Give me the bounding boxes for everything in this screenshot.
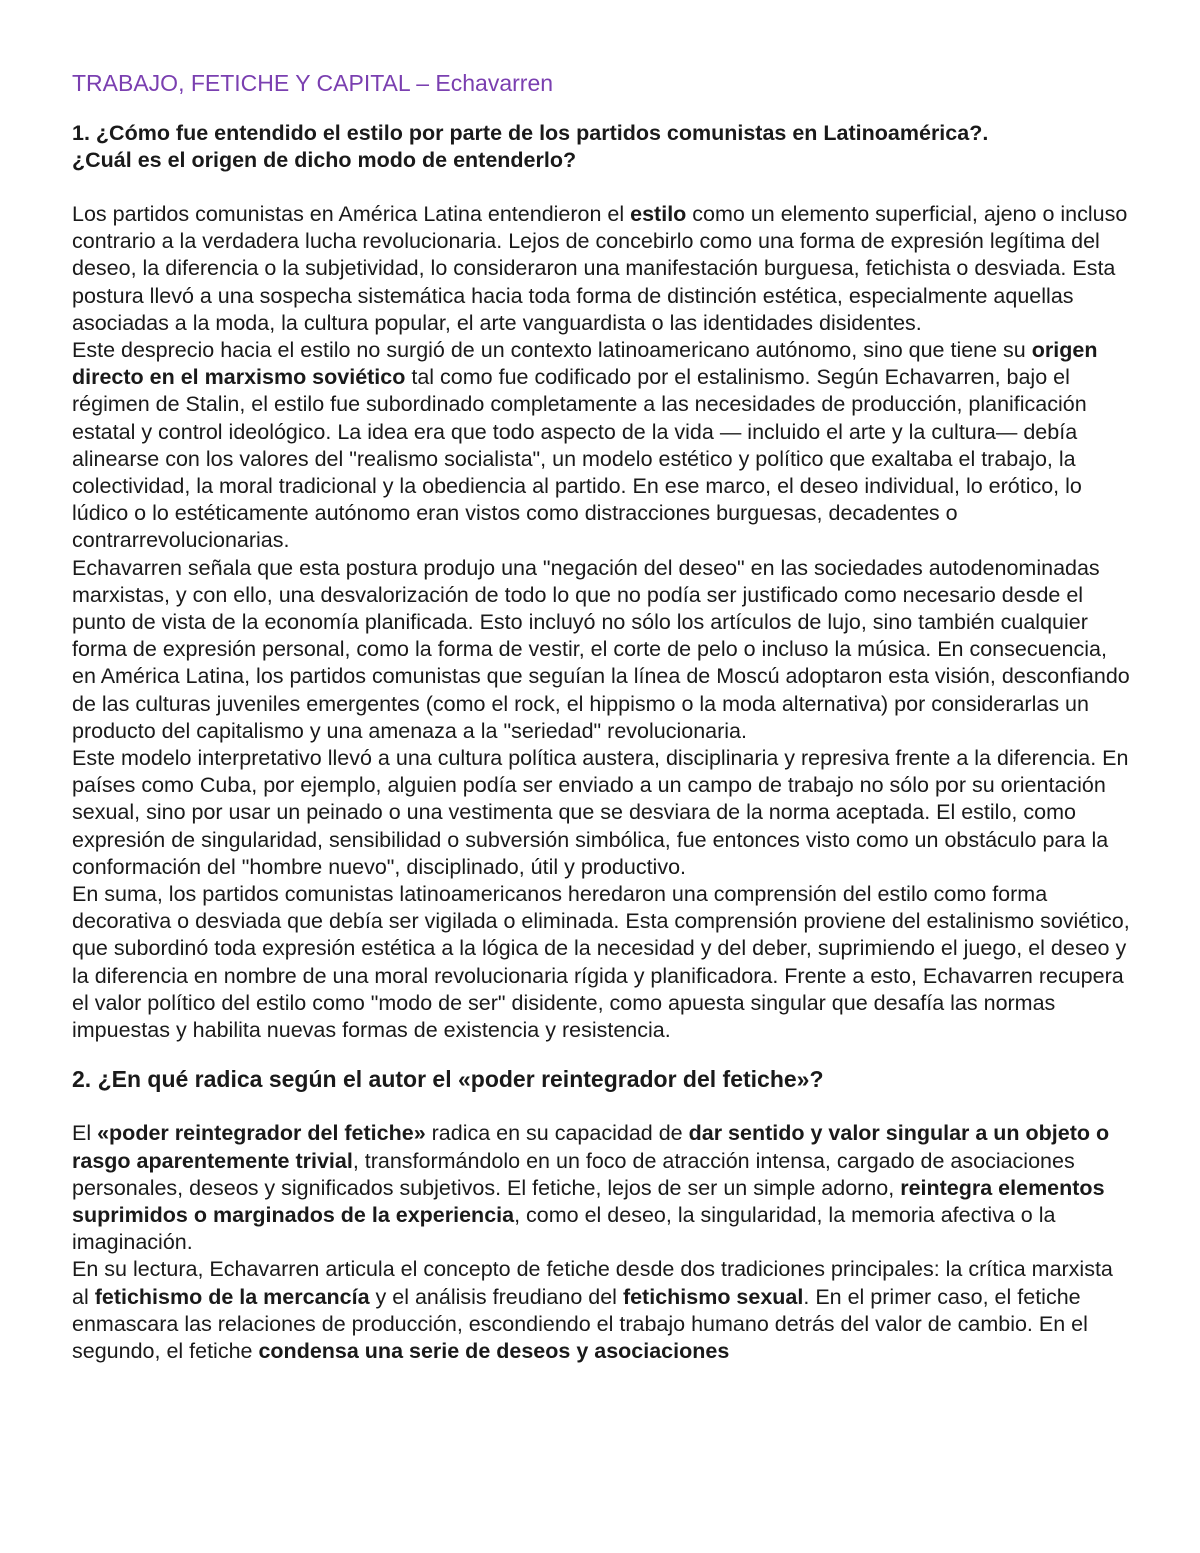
text-run: radica en su capacidad de [425,1121,689,1146]
bold-phrase-condensa: condensa una serie de deseos y asociaciones [258,1338,730,1363]
bold-term-fetichismo-mercancia: fetichismo de la mercancía [94,1284,370,1309]
bold-term-fetichismo-sexual: fetichismo sexual [622,1284,804,1309]
answer-1-paragraph-4: Este modelo interpretativo llevó a una cultura política austera, disciplinaria y represiva frente a la diferencia. En países como Cuba, por ejemplo, alguien podía ser enviado a un campo de trabajo no sólo por su orientación sexual, sino por usar un peinado o una vestimenta que se desviara de la norma aceptada. El estilo, como expresión de singularidad, sensibilidad o subversión simbólica, fue entonces visto como un obstáculo para la conformación del "hombre nuevo", disciplinado, útil y productivo. [72,746,1129,879]
text-run: , como el deseo, la singularidad, la memoria afectiva o la imaginación. [72,1202,1056,1255]
answer-1-paragraph-5: En suma, los partidos comunistas latinoamericanos heredaron una comprensión del estilo como forma decorativa o desviada que debía ser vigilada o eliminada. Esta comprensión proviene del estalinismo soviético, que subordinó toda expresión estética a la lógica de la necesidad y del deber, suprimiendo el juego, el deseo y la diferencia en nombre de una moral revolucionaria rígida y planificadora. Frente a esto, Echavarren recupera el valor político del estilo como "modo de ser" disidente, como apuesta singular que desafía las normas impuestas y habilita nuevas formas de existencia y resistencia. [72,882,1130,1043]
text-run: , transformándolo en un foco de atracción intensa, cargado de asociaciones personales, deseos y significados subjetivos. El fetiche, lejos de ser un simple adorno, [72,1148,1075,1200]
answer-1-paragraph-3: Echavarren señala que esta postura produjo una "negación del deseo" en las sociedades autodenominadas marxistas, y con ello, una desvalorización de todo lo que no podía ser justificado como necesario desde el punto de vista de la economía planificada. Esto incluyó no sólo los artículos de lujo, sino también cualquier forma de expresión personal, como la forma de vestir, el corte de pelo o incluso la música. En consecuencia, en América Latina, los partidos comunistas que seguían la línea de Moscú adoptaron esta visión, desconfiando de las culturas juveniles emergentes (como el rock, el hippismo o la moda alternativa) por considerarlas un producto del capitalismo y una amenaza a la "seriedad" revolucionaria. [72,555,1130,743]
bold-term-estilo: estilo [630,202,687,226]
text-run: y el análisis freudiano del [369,1284,623,1309]
question-1-section [72,120,1132,1044]
question-1-heading-line2: ¿Cuál es el origen de dicho modo de entenderlo? [72,148,577,172]
bold-term-origen: origen directo en el marxismo soviético [72,338,1098,390]
text-run: . En el primer caso, el fetiche enmascara las relaciones de producción, escondiendo el trabajo humano detrás del valor de cambio. En el segundo, el fetiche [72,1284,1088,1363]
bold-phrase-reintegra: reintegra elementos suprimidos o marginados de la experiencia [72,1175,1105,1227]
document-title: TRABAJO, FETICHE Y CAPITAL – Echavarren [72,70,554,96]
text-run: En su lectura, Echavarren articula el concepto de fetiche desde dos tradiciones principales: la crítica marxista al [72,1257,1113,1309]
answer-1-paragraph-2 [72,337,1132,555]
question-1-heading-line1: 1. ¿Cómo fue entendido el estilo por parte de los partidos comunistas en Latinoamérica?. [72,121,989,145]
question-2-heading: 2. ¿En qué radica según el autor el «poder reintegrador del fetiche»? [72,1066,824,1093]
bold-term-poder-reintegrador: «poder reintegrador del fetiche» [97,1121,426,1146]
bold-phrase-dar-sentido: dar sentido y valor singular a un objeto o rasgo aparentemente trivial [72,1121,1110,1173]
document-page [72,68,1132,1365]
question-2-section [72,1064,1132,1365]
answer-2-paragraph-1 [72,1120,1132,1256]
text-run: Los partidos comunistas en América Latina entendieron el [72,202,631,226]
text-run: como un elemento superficial, ajeno o incluso contrario a la verdadera lucha revolucionaria. Lejos de concebirlo como una forma de expresión legítima del deseo, la diferencia o la subjetividad, lo consideraron una manifestación burguesa, fetichista o desviada. Esta postura llevó a una sospecha sistemática hacia toda forma de distinción estética, especialmente aquellas asociadas a la moda, la cultura popular, el arte vanguardista o las identidades disidentes. [72,202,1128,335]
text-run: tal como fue codificado por el estalinismo. Según Echavarren, bajo el régimen de Stalin, el estilo fue subordinado completamente a las necesidades de producción, planificación estatal y control ideológico. La idea era que todo aspecto de la vida — incluido el arte y la cultura— debía alinearse con los valores del "realismo socialista", un modelo estético y político que exaltaba el trabajo, la colectividad, la moral tradicional y la obediencia al partido. En ese marco, el deseo individual, lo erótico, lo lúdico o lo estéticamente autónomo eran vistos como distracciones burguesas, decadentes o contrarrevolucionarias. [72,365,1087,553]
question-1-heading [72,120,1132,174]
text-run: Este desprecio hacia el estilo no surgió de un contexto latinoamericano autónomo, sino que tiene su [72,338,1032,363]
answer-1-paragraph-1 [72,201,1132,337]
answer-2-paragraph-2 [72,1256,1132,1365]
text-run: El [72,1121,98,1146]
